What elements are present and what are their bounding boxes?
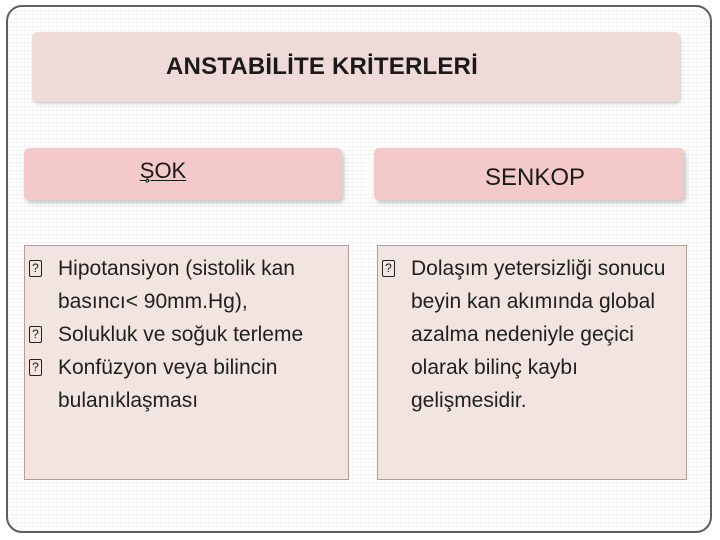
left-content-box <box>24 245 349 480</box>
list-item <box>378 252 682 417</box>
missing-glyph-icon: ? <box>29 359 42 376</box>
right-content-box <box>377 245 687 480</box>
list-item <box>25 252 342 318</box>
list-item-text: Solukluk ve soğuk terleme <box>58 323 304 346</box>
left-header-box <box>24 148 342 200</box>
list-item-text: Dolaşım yetersizliği sonucu beyin kan akımında global azalma nedeniyle geçici olarak bilinç kaybı gelişmesidir. <box>411 257 666 412</box>
right-bullet-list <box>378 246 686 417</box>
title-box <box>32 32 680 102</box>
list-item <box>25 351 342 417</box>
right-header-label: SENKOP <box>484 164 586 191</box>
list-item <box>25 318 342 351</box>
list-item-text: Hipotansiyon (sistolik kan basıncı< 90mm.Hg), <box>58 257 295 313</box>
missing-glyph-icon: ? <box>29 326 42 343</box>
list-item-text: Konfüzyon veya bilincin bulanıklaşması <box>58 356 278 412</box>
page-title: ANSTABİLİTE KRİTERLERİ <box>166 53 478 80</box>
missing-glyph-icon: ? <box>382 260 395 277</box>
missing-glyph-icon: ? <box>29 260 42 277</box>
left-header-label: ŞOK <box>139 158 187 183</box>
right-header-box <box>374 148 684 200</box>
left-bullet-list <box>25 246 348 417</box>
